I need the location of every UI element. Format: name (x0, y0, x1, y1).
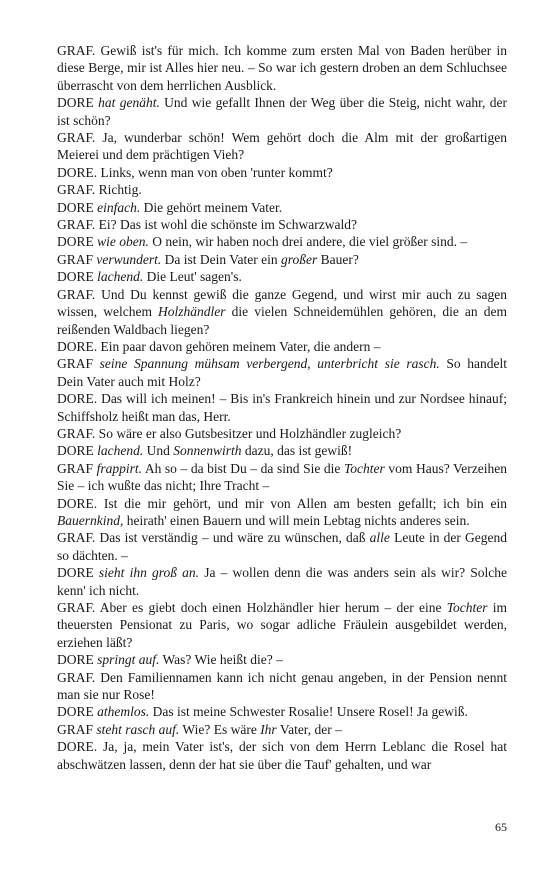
stage-direction: Holzhändler (158, 304, 226, 320)
dialogue-paragraph (57, 669, 507, 704)
dialogue-text: DORE (57, 95, 99, 111)
dialogue-paragraph (57, 355, 507, 390)
dialogue-paragraph (57, 442, 507, 459)
dialogue-text: DORE. Links, wenn man von oben 'runter kommt? (57, 164, 333, 180)
dialogue-text: Was? Wie heißt die? – (159, 652, 283, 668)
dialogue-text: DORE. Ein paar davon gehören meinem Vater, die andern – (57, 338, 381, 354)
dialogue-text: DORE (57, 704, 98, 720)
stage-direction: Ihr (260, 721, 277, 737)
dialogue-paragraph (57, 425, 507, 442)
dialogue-text: GRAF. Das ist verständig – und wäre zu wünschen, daß (57, 530, 370, 546)
dialogue-text: O nein, wir haben noch drei andere, die viel größer sind. – (148, 234, 468, 250)
dialogue-paragraph (57, 703, 507, 720)
dialogue-text: GRAF. Ei? Das ist wohl die schönste im Schwarzwald? (57, 217, 357, 233)
stage-direction: verwundert. (96, 251, 162, 267)
dialogue-text: So handelt Dein Vater auch mit Holz? (57, 356, 507, 389)
stage-direction: lachend. (97, 443, 144, 459)
stage-direction: Sonnenwirth (173, 443, 242, 459)
dialogue-paragraph (57, 529, 507, 564)
dialogue-paragraph (57, 286, 507, 338)
dialogue-text: Das ist meine Schwester Rosalie! Unsere Rosel! Ja gewiß. (149, 704, 468, 720)
page-body (57, 42, 507, 773)
dialogue-text: vom Haus? Verzeihen Sie – ich wußte das nicht; Ihre Tracht – (57, 460, 507, 494)
stage-direction: seine Spannung mühsam verbergend, unterbricht sie rasch. (99, 356, 440, 372)
dialogue-paragraph (57, 268, 507, 285)
dialogue-paragraph (57, 599, 507, 651)
dialogue-paragraph (57, 495, 507, 530)
dialogue-paragraph (57, 181, 507, 198)
dialogue-text: GRAF. Aber es giebt doch einen Holzhändler hier herum – der eine (57, 600, 447, 615)
dialogue-text: heirath' einen Bauern und will mein Lebtag nichts anderes sein. (123, 512, 470, 528)
dialogue-text: Vater, der – (276, 721, 342, 737)
stage-direction: Tochter (344, 460, 385, 476)
dialogue-text: Und (143, 443, 174, 459)
dialogue-text: GRAF (57, 460, 97, 476)
stage-direction: großer (281, 251, 318, 267)
dialogue-text: Ja – wollen denn die was anders sein als wir? Solche kenn' ich nicht. (57, 565, 507, 598)
stage-direction: frappirt. (96, 460, 142, 476)
dialogue-text: GRAF. So wäre er also Gutsbesitzer und Holzhändler zugleich? (57, 425, 402, 441)
dialogue-text: GRAF (57, 721, 97, 737)
dialogue-paragraph (57, 460, 507, 495)
dialogue-paragraph (57, 564, 507, 599)
dialogue-text: GRAF. Richtig. (57, 182, 142, 198)
dialogue-text: Leute in der Gegend so dächten. – (57, 530, 507, 563)
dialogue-text: DORE. Ist die mir gehört, und mir von Allen am besten gefallt; ich bin ein (57, 495, 507, 511)
stage-direction: Tochter (446, 600, 488, 615)
dialogue-paragraph (57, 738, 507, 773)
stage-direction: Bauernkind, (57, 512, 124, 528)
dialogue-text: DORE (57, 234, 98, 250)
dialogue-text: GRAF (57, 356, 100, 372)
dialogue-text: GRAF. Den Familiennamen kann ich nicht genau angeben, in der Pension nennt man sie nur Rose! (57, 669, 507, 703)
dialogue-text: DORE (57, 652, 98, 668)
dialogue-paragraph (57, 164, 507, 181)
stage-direction: steht rasch auf. (96, 721, 180, 737)
stage-direction: hat genäht. (98, 95, 160, 111)
dialogue-text: Ah so – da bist Du – da sind Sie die (142, 460, 345, 476)
stage-direction: lachend. (97, 269, 144, 285)
dialogue-text: DORE (57, 269, 98, 285)
dialogue-paragraph (57, 251, 507, 268)
dialogue-text: GRAF. Und Du kennst gewiß die ganze Gegend, und wirst mir auch zu sagen wissen, welchem (57, 286, 507, 320)
dialogue-paragraph (57, 94, 507, 129)
dialogue-text: GRAF (57, 251, 97, 267)
stage-direction: athemlos. (97, 704, 150, 720)
dialogue-text: DORE (57, 565, 99, 581)
dialogue-paragraph (57, 216, 507, 233)
dialogue-text: im theuersten Pensionat zu Paris, wo sogar adliche Fräulein ausgebildet werden, erziehen läßt? (57, 600, 507, 650)
dialogue-text: Die Leut' sagen's. (143, 269, 242, 285)
stage-direction: einfach. (97, 199, 141, 215)
dialogue-paragraph (57, 651, 507, 668)
dialogue-text: Bauer? (317, 251, 359, 267)
dialogue-paragraph (57, 199, 507, 216)
stage-direction: springt auf. (97, 652, 160, 668)
dialogue-paragraph (57, 390, 507, 425)
dialogue-text: die vielen Schneidemühlen gehören, die an dem reißenden Waldbach liegen? (57, 304, 507, 337)
stage-direction: alle (369, 530, 390, 546)
dialogue-text: dazu, das ist gewiß! (241, 443, 353, 459)
stage-direction: wie oben. (97, 234, 149, 250)
page-number: 65 (495, 820, 507, 834)
dialogue-text: GRAF. Ja, wunderbar schön! Wem gehört doch die Alm mit der großartigen Meierei und dem prächtigen Vieh? (57, 130, 507, 163)
dialogue-paragraph (57, 721, 507, 738)
dialogue-paragraph (57, 129, 507, 164)
dialogue-text: DORE. Das will ich meinen! – Bis in's Frankreich hinein und zur Nordsee hinauf; Schiffsholz heißt man das, Herr. (57, 391, 507, 424)
dialogue-paragraph (57, 42, 507, 94)
dialogue-text: DORE (57, 443, 98, 459)
dialogue-text: GRAF. Gewiß ist's für mich. Ich komme zum ersten Mal von Baden herüber in diese Berge, mir ist Alles hier neu. – So war ich gestern droben an dem Schluchsee überrascht von dem herrlichen Ausblick. (57, 43, 507, 93)
dialogue-paragraph (57, 233, 507, 250)
dialogue-text: Die gehört meinem Vater. (140, 199, 283, 215)
stage-direction: sieht ihn groß an. (98, 565, 200, 581)
dialogue-text: Da ist Dein Vater ein (161, 251, 281, 267)
dialogue-text: DORE (57, 199, 98, 215)
dialogue-text: DORE. Ja, ja, mein Vater ist's, der sich von dem Herrn Leblanc die Rosel hat abschwätzen lassen, denn der hat sie über die Tauf' gehalten, und war (57, 739, 507, 772)
dialogue-paragraph (57, 338, 507, 355)
dialogue-text: Und wie gefallt Ihnen der Weg über die Steig, nicht wahr, der ist schön? (57, 95, 507, 128)
dialogue-text: Wie? Es wäre (179, 721, 261, 737)
